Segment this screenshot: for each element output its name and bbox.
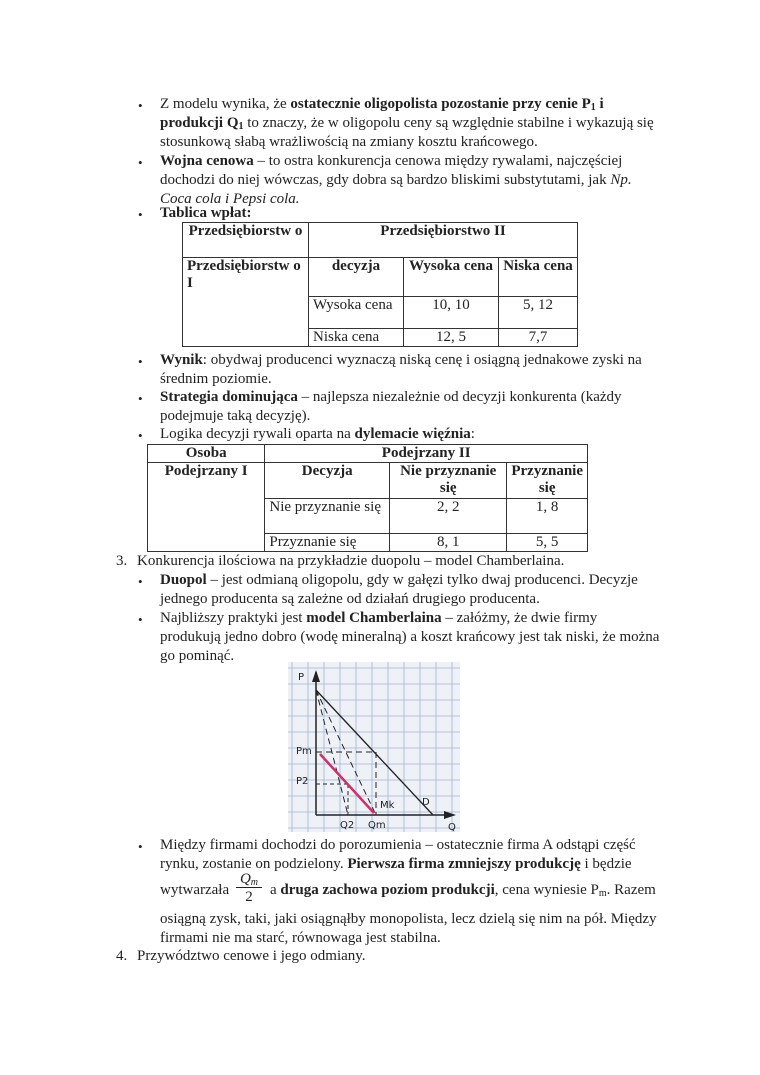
table-cell: 2, 2 <box>390 499 507 534</box>
text-segment: jednego producenta są zależne od działań drugiego producenta. <box>160 591 540 607</box>
text-segment: firmami nie ma starć, równowaga jest stabilna. <box>160 930 441 946</box>
text-segment: stosunkową słabą wrażliwością na zmiany kosztu krańcowego. <box>160 134 538 150</box>
text-segment: rynku, zostanie on podzielony. <box>160 856 348 872</box>
fraction-qm-over-2 <box>236 871 262 906</box>
text-segment: m <box>598 888 607 899</box>
text-line <box>160 910 657 929</box>
text-segment: : <box>470 426 475 442</box>
text-segment: osiągną zysk, taki, jaki osiągnąłby monopolista, lecz dzielą się nim na pół. Między <box>160 911 657 927</box>
label-qm: Qm <box>368 820 386 831</box>
table-cell: Przedsiębiorstwo II <box>309 223 578 258</box>
bullet: • <box>138 574 143 589</box>
text-segment: produkują jedno dobro (wodę mineralną) a koszt krańcowy jest tak niski, że można <box>160 629 660 645</box>
paragraph-price-war <box>160 152 632 209</box>
paragraph-chamberlain <box>160 609 659 666</box>
table-cell: Podejrzany II <box>265 445 588 463</box>
table-cell: Podejrzany I <box>148 463 265 552</box>
label-p: P <box>298 672 305 683</box>
paragraph-agreement-cont <box>270 881 656 900</box>
paragraph-duopoly <box>160 571 638 609</box>
table-cell: 1, 8 <box>507 499 588 534</box>
table-cell: 5, 5 <box>507 534 588 552</box>
text-line <box>160 855 636 874</box>
text-line <box>160 425 475 444</box>
text-segment: druga zachowa poziom produkcji <box>280 882 495 898</box>
text-segment: : obydwaj producenci wyznaczą niską cenę i osiągną jednakowe zyski na <box>202 352 642 368</box>
text-line <box>270 881 656 900</box>
text-line <box>160 204 252 223</box>
text-segment: Duopol <box>160 572 207 588</box>
chamberlain-graph-image <box>288 662 460 832</box>
text-line <box>160 929 657 948</box>
table-cell: decyzja <box>309 258 404 297</box>
heading-price-leadership <box>137 947 366 966</box>
table-cell: Przedsiębiorstw o I <box>183 258 309 347</box>
text-segment: i <box>595 96 604 112</box>
list-number: 3. <box>116 553 128 569</box>
paragraph-agreement-cont <box>160 910 657 948</box>
fraction-subscript: m <box>250 877 259 888</box>
label-mk: Mk <box>380 800 395 811</box>
text-line <box>160 609 659 628</box>
text-line <box>160 571 638 590</box>
paragraph-dominant-strategy <box>160 388 622 426</box>
bullet: • <box>138 391 143 406</box>
text-line <box>160 836 636 855</box>
label-d: D <box>422 797 430 808</box>
label-p2: P2 <box>296 776 309 787</box>
text-segment: Najbliższy praktyki jest <box>160 610 307 626</box>
text-segment: , cena wyniesie P <box>494 882 599 898</box>
text-segment: a <box>270 882 281 898</box>
table-cell: Przyznanie się <box>265 534 390 552</box>
table-cell: Niska cena <box>499 258 578 297</box>
text-line <box>160 370 642 389</box>
text-segment: – załóżmy, że dwie firmy <box>441 610 598 626</box>
text-line <box>160 628 659 647</box>
fraction-numerator: Q <box>239 871 251 887</box>
heading-quantity-competition <box>137 552 564 571</box>
text-segment: produkcji Q <box>160 115 239 131</box>
table-cell: 5, 12 <box>499 297 578 329</box>
table-cell: Niska cena <box>309 329 404 347</box>
paragraph-result <box>160 351 642 389</box>
bullet: • <box>138 612 143 627</box>
text-line <box>160 133 654 152</box>
table-cell: Wysoka cena <box>404 258 499 297</box>
text-segment: – jest odmianą oligopolu, gdy w gałęzi tylko dwaj producenci. Decyzje <box>206 572 638 588</box>
table-cell: Nie przyznanie się <box>265 499 390 534</box>
bullet: • <box>138 155 143 170</box>
text-line <box>137 552 564 571</box>
text-segment: podejmuje taką decyzję). <box>160 408 311 424</box>
label-q2: Q2 <box>340 820 355 831</box>
text-segment: Pierwsza firma zmniejszy produkcję <box>347 856 581 872</box>
text-segment: 1 <box>238 121 244 132</box>
table-cell: 7,7 <box>499 329 578 347</box>
text-line <box>160 881 229 900</box>
text-line <box>160 114 654 133</box>
text-segment: i będzie <box>580 856 632 872</box>
bullet: • <box>138 839 143 854</box>
label-pm: Pm <box>296 746 312 757</box>
text-segment: – to ostra konkurencja cenowa między rywalami, najczęściej <box>253 153 623 169</box>
text-segment: dochodzi do niej wówczas, gdy dobra są bardzo bliskimi substytutami, jak <box>160 172 611 188</box>
text-segment: Np. <box>610 172 632 188</box>
bullet: • <box>138 207 143 222</box>
prisoners-dilemma-table <box>147 444 588 552</box>
table-cell: Przyznanie się <box>507 463 588 499</box>
paragraph-prisoners-dilemma <box>160 425 475 444</box>
paragraph-payoff-table-title <box>160 204 252 223</box>
text-segment: 1 <box>590 102 596 113</box>
text-segment: średnim poziomie. <box>160 371 272 387</box>
text-segment: to znaczy, że w oligopolu ceny są względnie stabilne i wykazują się <box>243 115 654 131</box>
table-cell-text: Wysoka cena <box>313 297 393 313</box>
text-segment: Strategia dominująca <box>160 389 298 405</box>
table-cell <box>309 297 404 329</box>
text-line <box>160 388 622 407</box>
text-segment: Przywództwo cenowe i jego odmiany. <box>137 948 366 964</box>
text-segment: Między firmami dochodzi do porozumienia – ostatecznie firma A odstąpi część <box>160 837 636 853</box>
text-line <box>160 152 632 171</box>
text-segment: – najlepsza niezależnie od decyzji konkurenta (każdy <box>297 389 622 405</box>
text-segment: dylemacie więźnia <box>354 426 471 442</box>
table-cell: Decyzja <box>265 463 390 499</box>
text-segment: wytwarzała <box>160 882 230 898</box>
paragraph-model-result <box>160 95 654 152</box>
table-cell: 8, 1 <box>390 534 507 552</box>
text-segment: Wojna cenowa <box>160 153 254 169</box>
text-segment: Z modelu wynika, że <box>160 96 291 112</box>
table-cell: Nie przyznanie się <box>390 463 507 499</box>
fraction-denominator: 2 <box>236 887 262 906</box>
text-line <box>160 95 654 114</box>
text-line <box>160 407 622 426</box>
text-segment: . Razem <box>606 882 656 898</box>
text-segment: Logika decyzji rywali oparta na <box>160 426 355 442</box>
paragraph-agreement-cont <box>160 881 229 900</box>
text-segment: Coca cola i Pepsi cola. <box>160 191 300 207</box>
table-cell: Przedsiębiorstw o <box>183 223 309 258</box>
bullet: • <box>138 354 143 369</box>
bullet: • <box>138 428 143 443</box>
table-cell: 10, 10 <box>404 297 499 329</box>
text-line <box>160 171 632 190</box>
text-segment: Tablica wpłat: <box>160 205 252 221</box>
text-segment: ostatecznie oligopolista pozostanie przy cenie P <box>290 96 591 112</box>
label-q: Q <box>448 822 456 832</box>
text-segment: Wynik <box>160 352 203 368</box>
text-line <box>160 351 642 370</box>
table-cell: 12, 5 <box>404 329 499 347</box>
payoff-table <box>182 222 578 347</box>
text-segment: model Chamberlaina <box>306 610 442 626</box>
paragraph-agreement <box>160 836 636 874</box>
bullet: • <box>138 98 143 113</box>
text-line <box>160 590 638 609</box>
table-cell: Osoba <box>148 445 265 463</box>
list-number: 4. <box>116 948 128 964</box>
text-line <box>137 947 366 966</box>
text-segment: go pominąć. <box>160 648 235 664</box>
text-segment: Konkurencja ilościowa na przykładzie duopolu – model Chamberlaina. <box>137 553 565 569</box>
graph-paper <box>288 662 460 832</box>
